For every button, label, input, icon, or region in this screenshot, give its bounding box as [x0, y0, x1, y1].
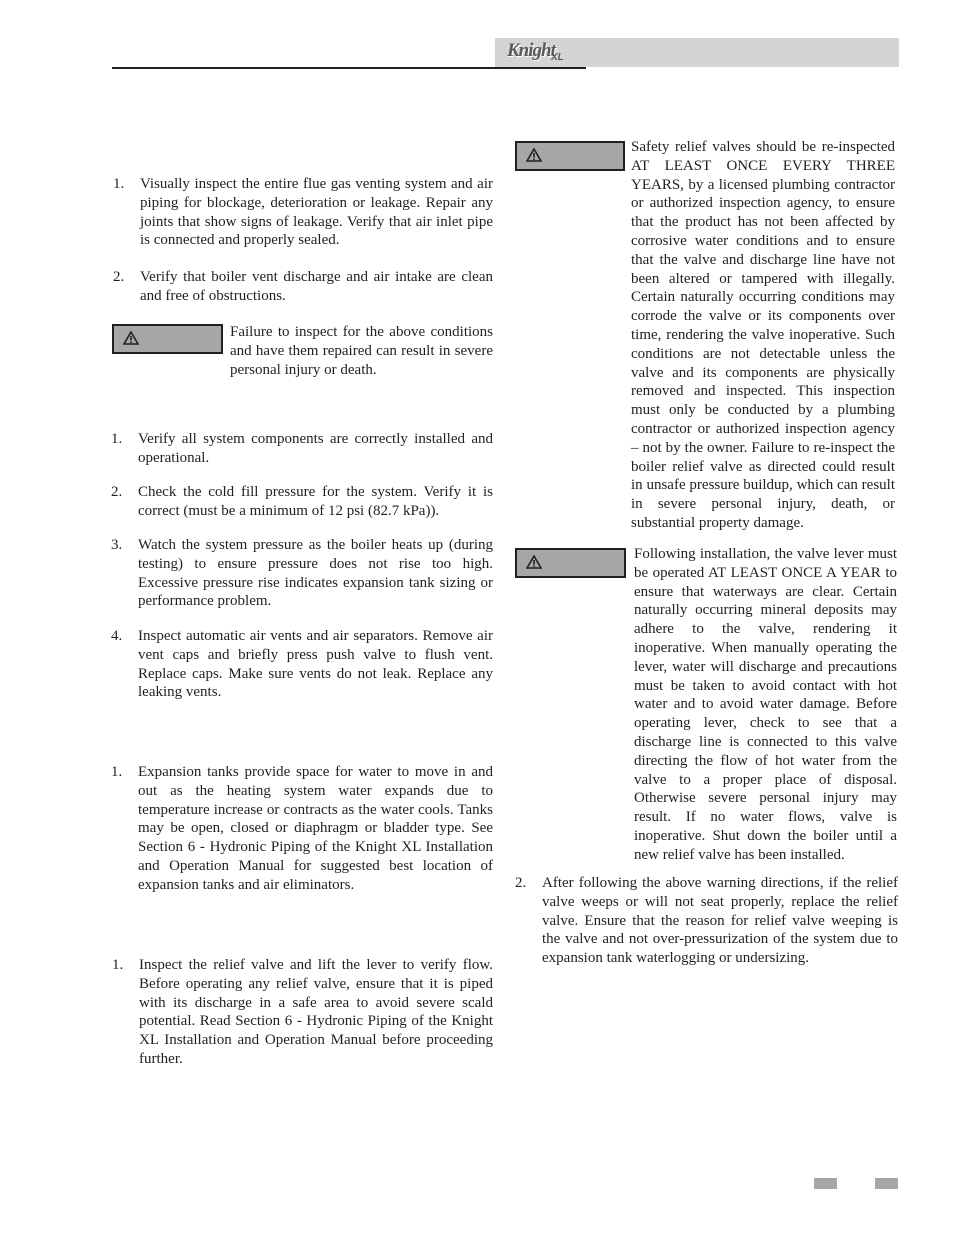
item-text: Check the cold fill pressure for the system. Verify it is correct (must be a minimum of 12 psi (82.7 kPa)). [138, 484, 493, 519]
warning-triangle-icon [123, 331, 139, 345]
footer-bar [875, 1178, 898, 1189]
list-item [111, 430, 493, 468]
item-number: 1. [111, 431, 123, 447]
item-text: Verify all system components are correctly installed and operational. [138, 431, 493, 466]
list-item [515, 874, 898, 968]
list-item [111, 627, 493, 702]
knight-xl-logo [507, 40, 579, 64]
item-text: Expansion tanks provide space for water to move in and out as the heating system water expands due to temperature increase or contracts as the water cools. Tanks may be open, closed or diaphragm or bladder type. See Section 6 - Hydronic Piping of the Knight XL Installation and Operation Manual for suggested best location of expansion tanks and air eliminators. [138, 764, 493, 893]
warning-label [515, 548, 626, 578]
item-text: Inspect the relief valve and lift the lever to verify flow. Before operating any relief valve, ensure that it is piped with its discharge in a safe area to avoid severe scald potential. Read Section 6 - Hydronic Piping of the Knight XL Installation and Operation Manual before proceeding further. [139, 957, 493, 1067]
item-number: 3. [111, 537, 123, 553]
list-item [111, 536, 493, 611]
item-text: Watch the system pressure as the boiler heats up (during testing) to ensure pressure does not rise too high. Excessive pressure rise indicates expansion tank sizing or performance problem. [138, 537, 493, 610]
item-number: 1. [113, 176, 125, 192]
item-text: Visually inspect the entire flue gas venting system and air piping for blockage, deterioration or leakage. Repair any joints that show signs of leakage. Verify that air inlet pipe is connected and properly sealed. [140, 176, 493, 249]
item-number: 1. [111, 764, 123, 780]
warning-label [112, 324, 223, 354]
item-text: Verify that boiler vent discharge and air intake are clean and free of obstructions. [140, 269, 493, 304]
item-text: Inspect automatic air vents and air separators. Remove air vent caps and briefly press push valve to flush vent. Replace caps. Make sure vents do not leak. Replace any leaking vents. [138, 628, 493, 701]
warning-triangle-icon [526, 555, 542, 569]
footer-bar [814, 1178, 837, 1189]
warning-text: Following installation, the valve lever must be operated AT LEAST ONCE A YEAR to ensure that waterways are clear. Certain naturally occurring mineral deposits may adhere to the valve, rendering it inoperative. When manually operating the lever, water will discharge and precautions must be taken to avoid contact with hot water and to avoid water damage. Before operating lever, check to see that a discharge line is connected to this valve directing the flow of hot water from the valve to a proper place of disposal. Otherwise severe personal injury may result. If no water flows, valve is inoperative. Shut down the boiler until a new relief valve has been installed. [634, 546, 897, 863]
item-number: 2. [111, 484, 123, 500]
item-text: After following the above warning directions, if the relief valve weeps or will not seat properly, replace the relief valve. Ensure that the reason for relief valve weeping is the valve and not over-pressurization of the system due to expansion tank waterlogging or undersizing. [542, 875, 898, 967]
item-number: 2. [113, 269, 125, 285]
header-rule [112, 67, 586, 69]
item-number: 2. [515, 875, 527, 891]
warning-text: Failure to inspect for the above conditions and have them repaired can result in severe personal injury or death. [230, 324, 493, 378]
warning-triangle-icon [526, 148, 542, 162]
logo-sub: XL [551, 52, 564, 63]
warning-text: Safety relief valves should be re-inspected AT LEAST ONCE EVERY THREE YEARS, by a licensed plumbing contractor or authorized inspection agency, to ensure that the product has not been affected by corrosive water conditions and to ensure that the valve and discharge line have not been altered or tampered with illegally. Certain naturally occurring conditions may corrode the valve or its components over time, rendering the valve inoperative. Such conditions are not detectable unless the valve and its components are physically removed and inspected. This inspection must only be conducted by a plumbing contractor or authorized inspection agency – not by the owner. Failure to re-inspect the boiler relief valve as directed could result in unsafe pressure buildup, which can result in severe personal injury, death, or substantial property damage. [631, 139, 895, 531]
list-item [112, 956, 493, 1069]
warning-label [515, 141, 625, 171]
list-item [113, 175, 493, 250]
list-item [111, 763, 493, 895]
item-number: 4. [111, 628, 123, 644]
list-item [111, 483, 493, 521]
list-item [113, 268, 493, 306]
item-number: 1. [112, 957, 124, 973]
logo-text: Knight [507, 40, 555, 61]
